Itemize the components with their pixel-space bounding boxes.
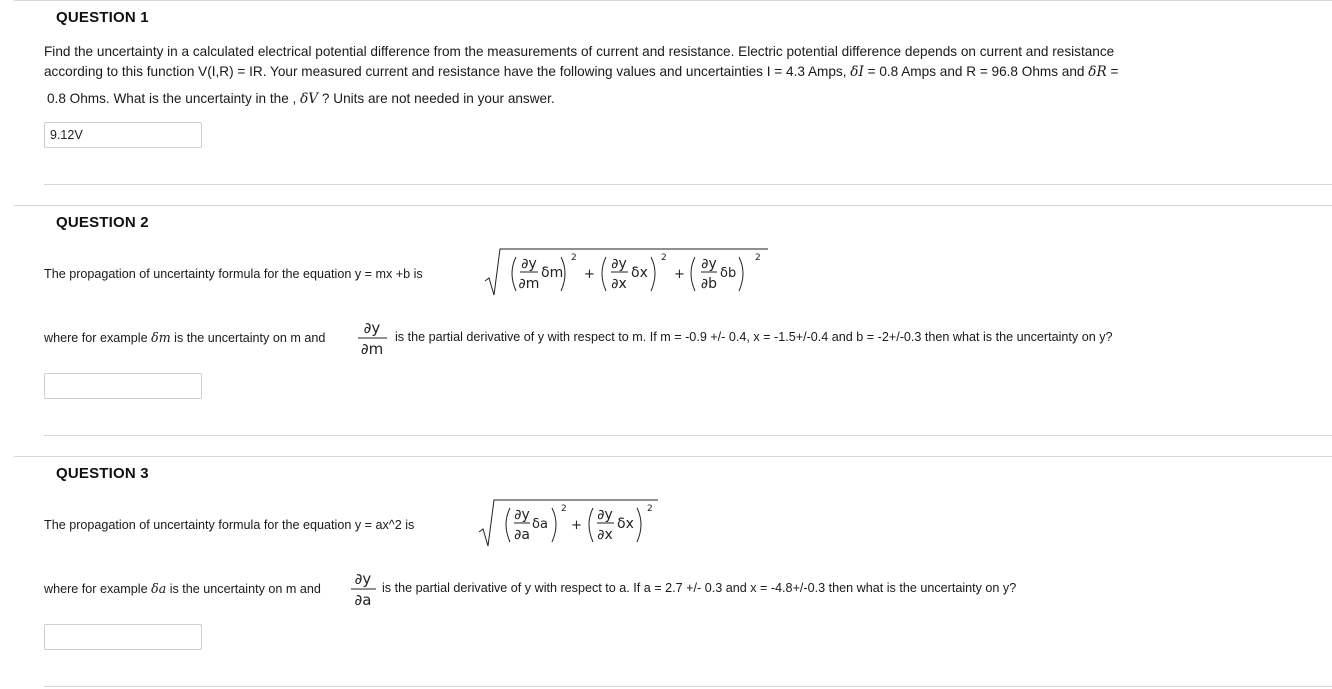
question-1-line2-start: according to this function V(I,R) = IR. Your measured current and resistance have the following values and uncertainties I = 4.3 Amps, <box>44 64 851 79</box>
q2-sq-1: 2 <box>571 253 577 263</box>
question-3-where-text <box>44 581 321 596</box>
q2-sq-2: 2 <box>661 253 667 263</box>
question-2-where-text <box>44 330 325 345</box>
question-1-line2-mid: = 0.8 Amps and R = 96.8 Ohms and <box>863 64 1089 79</box>
q2-dy-2: ∂y <box>611 256 627 272</box>
q3-pd-dy: ∂y <box>354 570 372 588</box>
q2-dy-3: ∂y <box>701 256 717 272</box>
q3-dy-2: ∂y <box>597 507 613 523</box>
q3-delta-x: δx <box>617 516 634 532</box>
q3-sq-1: 2 <box>561 504 567 514</box>
q2-dy-1: ∂y <box>521 256 537 272</box>
question-3-formula <box>474 498 674 550</box>
divider-q2-end <box>14 456 1332 457</box>
divider-top <box>14 0 1332 1</box>
question-2-intro: The propagation of uncertainty formula for the equation y = mx +b is <box>44 267 423 281</box>
q3-dy-1: ∂y <box>514 507 530 523</box>
question-2-where-start: where for example <box>44 331 152 345</box>
question-1-text-line2 <box>44 64 1118 80</box>
question-1-text-line3 <box>47 91 555 107</box>
question-2-where-end: is the partial derivative of y with respect to m. If m = -0.9 +/- 0.4, x = -1.5+/-0.4 and b = -2+/-0.3 then what is the uncertainty on y? <box>395 330 1113 344</box>
q2-delta-m: δm <box>541 265 564 281</box>
q2-db: ∂b <box>700 276 718 292</box>
q3-delta-a: δa <box>532 517 548 532</box>
question-1-answer-input[interactable] <box>44 122 202 148</box>
q2-pd-dy: ∂y <box>363 319 381 337</box>
delta-i-symbol: δI <box>850 64 864 80</box>
question-3-partial-derivative <box>349 567 379 611</box>
q2-dx: ∂x <box>611 276 627 292</box>
q2-plus-1: + <box>584 267 595 282</box>
q3-dx: ∂x <box>597 527 613 543</box>
question-1-title: QUESTION 1 <box>56 9 149 26</box>
question-1-text-line1: Find the uncertainty in a calculated electrical potential difference from the measurements of current and resistance. Electric potential difference depends on current and resistance <box>44 44 1115 59</box>
q3-sq-2: 2 <box>647 504 653 514</box>
question-3-title: QUESTION 3 <box>56 465 149 482</box>
q2-dm: ∂m <box>518 276 540 292</box>
divider-q3-answer <box>44 686 1332 687</box>
divider-q2-answer <box>44 435 1332 436</box>
q3-pd-da: ∂a <box>354 591 372 609</box>
question-3-intro: The propagation of uncertainty formula for the equation y = ax^2 is <box>44 518 415 532</box>
q2-delta-x: δx <box>631 265 648 281</box>
delta-r-symbol: δR <box>1088 64 1107 80</box>
question-1-line3-end: ? Units are not needed in your answer. <box>318 91 555 106</box>
question-3-where-mid: is the uncertainty on m and <box>166 582 321 596</box>
question-3-where-end: is the partial derivative of y with respect to a. If a = 2.7 +/- 0.3 and x = -4.8+/-0.3 then what is the uncertainty on y? <box>382 581 1017 595</box>
question-2-formula <box>480 247 770 299</box>
q3-plus-1: + <box>571 518 582 533</box>
question-3-answer-input[interactable] <box>44 624 202 650</box>
divider-q1-answer <box>44 184 1332 185</box>
delta-a-symbol: δa <box>151 581 167 596</box>
question-1-line2-end: = <box>1106 64 1119 79</box>
q2-delta-b: δb <box>720 266 737 281</box>
q2-pd-dm: ∂m <box>360 340 384 358</box>
q2-sq-3: 2 <box>755 253 761 263</box>
question-2-answer-input[interactable] <box>44 373 202 399</box>
q3-da: ∂a <box>514 527 530 543</box>
question-2-title: QUESTION 2 <box>56 214 149 231</box>
question-1-line3-start: 0.8 Ohms. What is the uncertainty in the , <box>47 91 301 106</box>
question-2-where-mid: is the uncertainty on m and <box>170 331 326 345</box>
delta-m-symbol: δm <box>151 330 171 345</box>
delta-v-symbol: δV <box>300 91 319 107</box>
divider-q1-end <box>14 205 1332 206</box>
question-3-where-start: where for example <box>44 582 152 596</box>
question-2-partial-derivative <box>356 316 390 360</box>
q2-plus-2: + <box>674 267 685 282</box>
